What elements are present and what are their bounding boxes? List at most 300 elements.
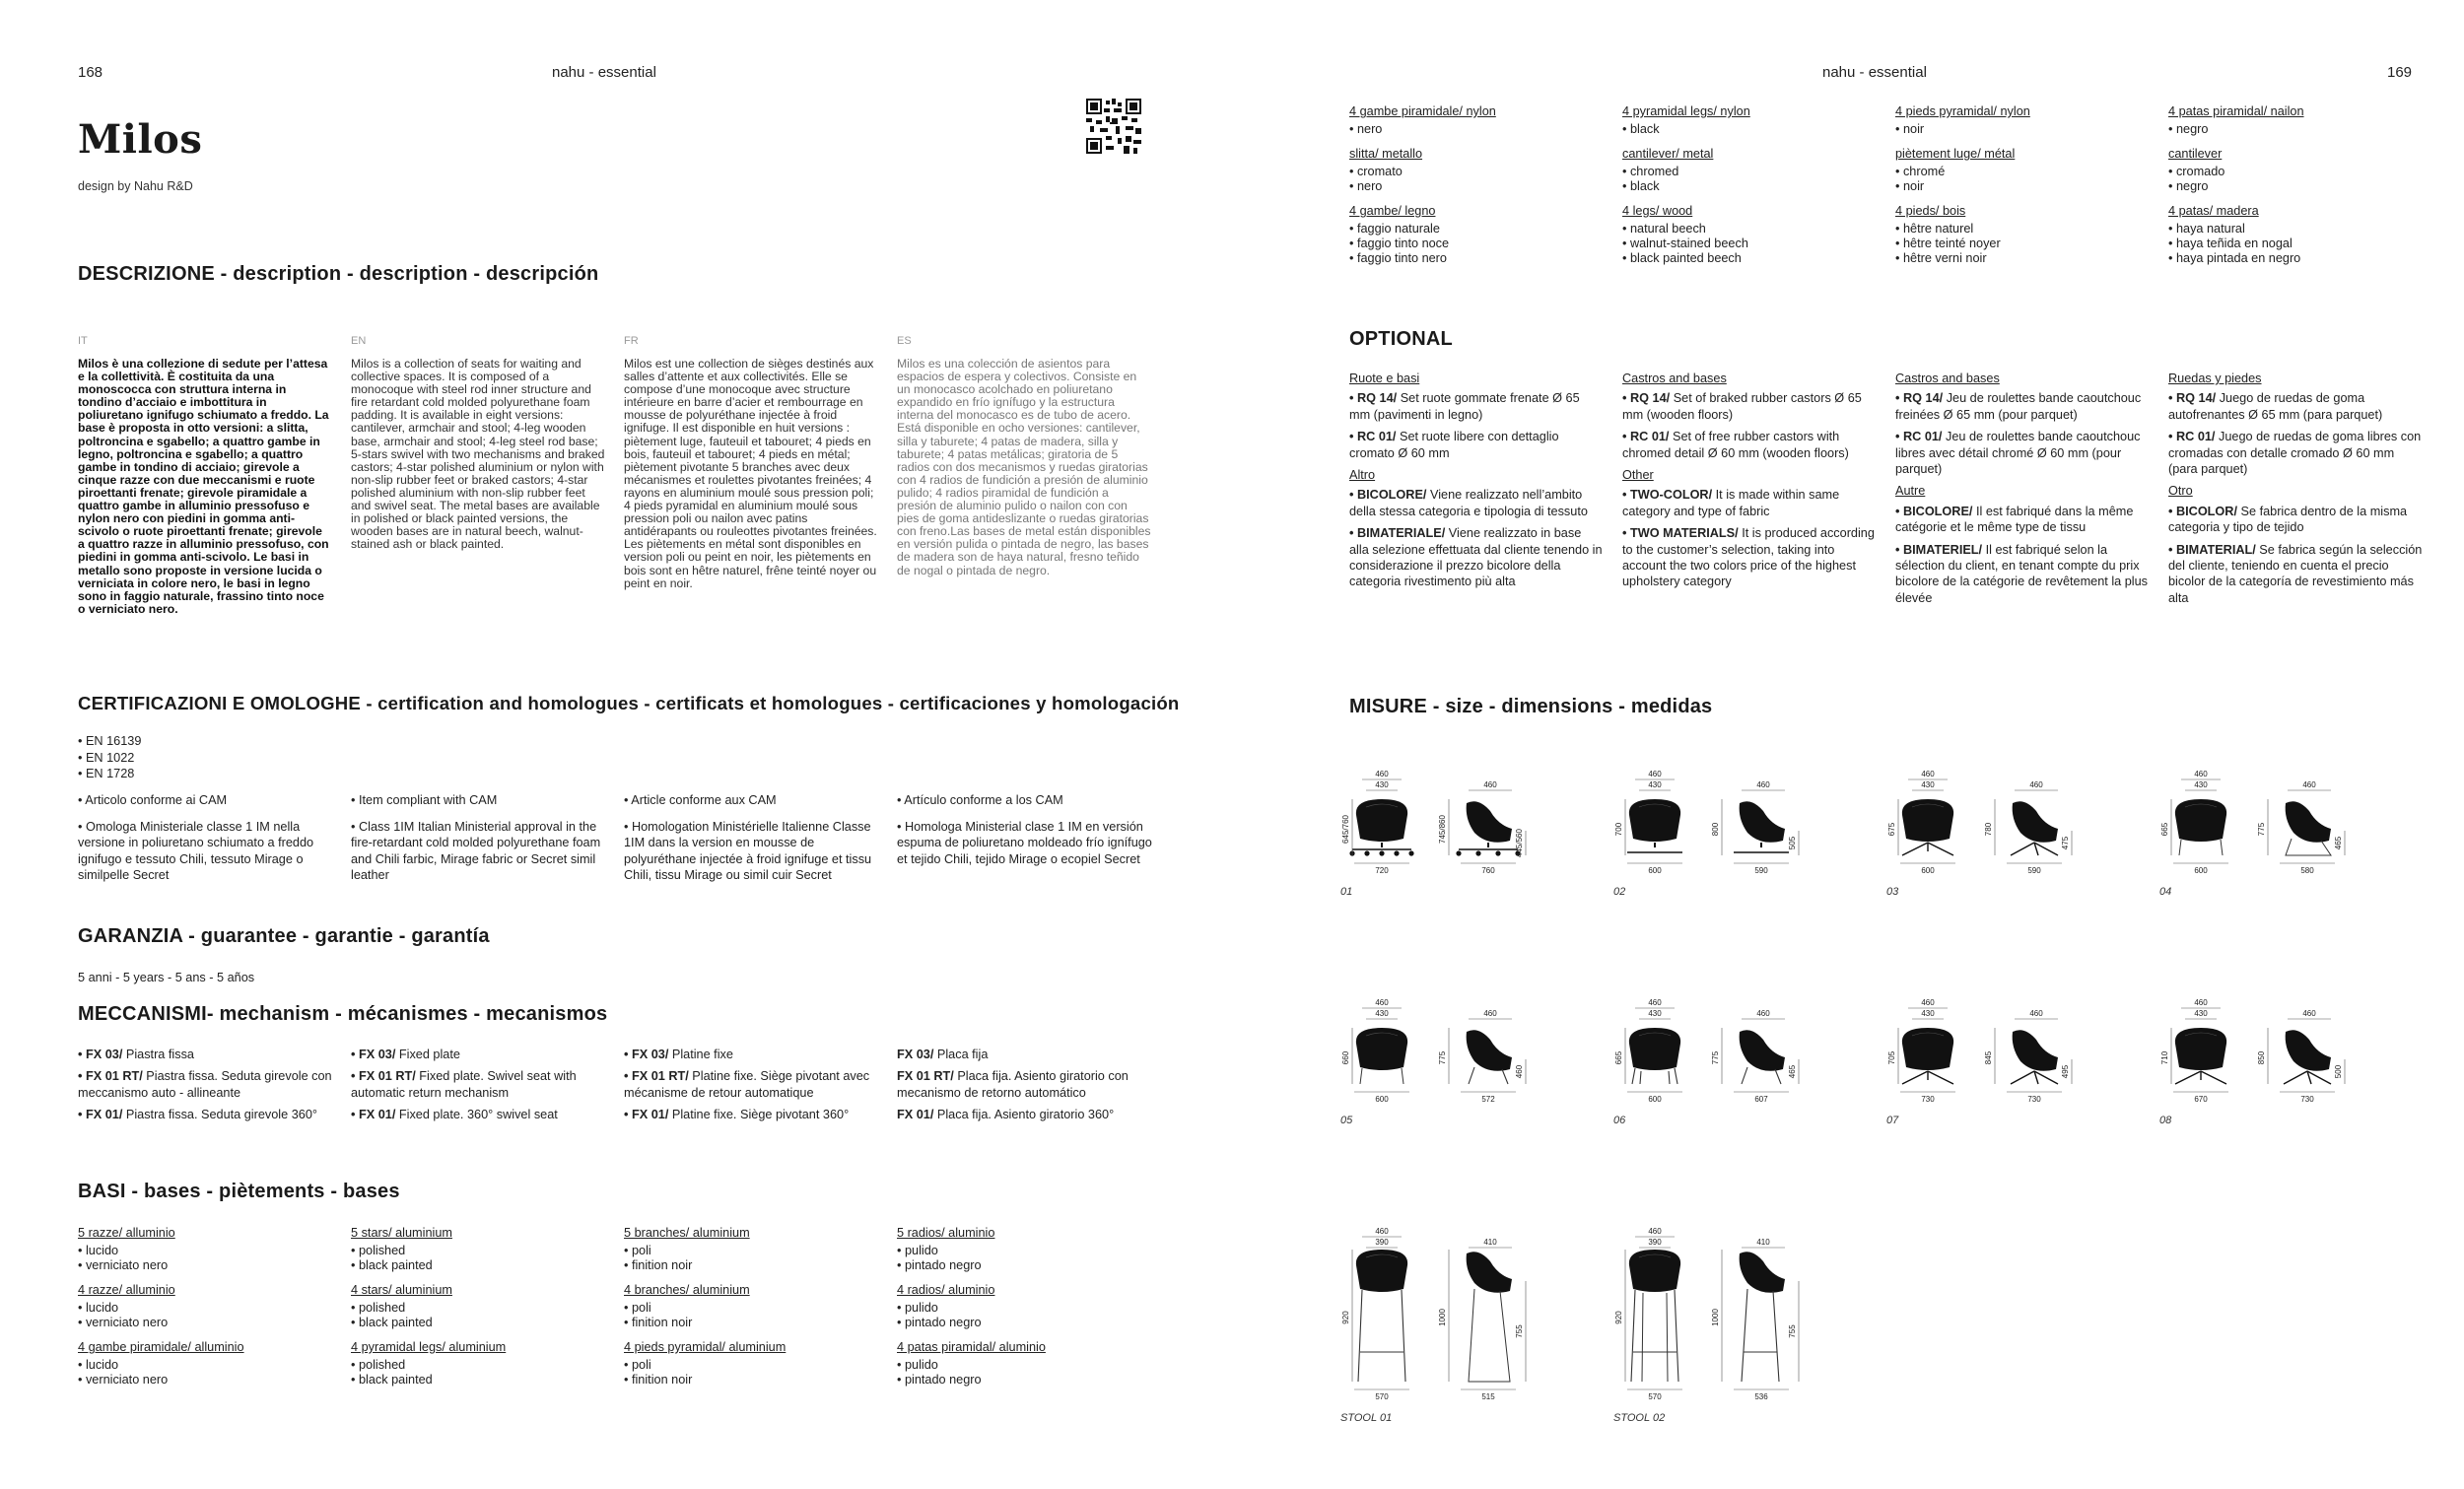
base-group-title: 4 patas piramidal/ aluminio xyxy=(897,1340,1046,1354)
mechanism-code: • FX 01/ xyxy=(351,1108,396,1122)
dim-base-width: 720 xyxy=(1375,866,1389,875)
dim-base-width: 600 xyxy=(1648,866,1662,875)
model-label: 01 xyxy=(1340,886,1353,898)
model-drawing xyxy=(2159,998,2345,1126)
cert-item: • EN 1728 xyxy=(78,767,135,780)
model-label: 07 xyxy=(1886,1115,1899,1126)
dim-depth: 460 xyxy=(2302,1009,2316,1018)
optional-heading: OPTIONAL xyxy=(1349,328,1453,350)
optional-code: • RC 01/ xyxy=(2168,430,2216,444)
optional-item xyxy=(2168,390,2423,423)
dim-depth: 460 xyxy=(1756,1009,1770,1018)
dim-base-width: 570 xyxy=(1375,1392,1389,1401)
dim-depth: 460 xyxy=(2302,780,2316,789)
optional-item xyxy=(1895,429,2150,477)
cam-es: • Artículo conforme a los CAM xyxy=(897,793,1063,807)
base-group-title: 5 branches/ aluminium xyxy=(624,1226,750,1240)
mechanism-code: • FX 03/ xyxy=(624,1048,669,1061)
dim-width-outer: 460 xyxy=(1648,770,1662,778)
optional-code: • BIMATERIAL/ xyxy=(2168,542,2256,557)
optional-code: • RC 01/ xyxy=(1895,430,1943,444)
mechanism-text: Placa fija. Asiento giratorio 360° xyxy=(933,1108,1115,1122)
optional-item xyxy=(1895,504,2150,536)
dim-base-depth: 580 xyxy=(2300,866,2314,875)
optional-text: Set of free rubber castors with chromed detail Ø 60 mm (wooden floors) xyxy=(1622,430,1849,460)
base-group xyxy=(2168,204,2430,266)
dim-base-depth: 730 xyxy=(2027,1095,2041,1104)
dim-height-back: 800 xyxy=(1711,822,1720,837)
dim-width-outer: 460 xyxy=(1921,770,1935,778)
dim-width-inner: 430 xyxy=(1921,1009,1935,1018)
optional-text: Set of braked rubber castors Ø 65 mm (wooden floors) xyxy=(1622,391,1862,422)
dim-height-back: 780 xyxy=(1984,822,1993,837)
optional-text: Il est fabriqué dans la même catégorie et le même type de tissu xyxy=(1895,504,2134,535)
model-drawing xyxy=(1886,998,2072,1126)
base-group xyxy=(1895,104,2156,137)
base-finish: • pulido xyxy=(897,1358,938,1372)
mechanism-item xyxy=(351,1047,609,1062)
optional-group-title: Otro xyxy=(2168,484,2193,499)
qr-code xyxy=(1086,99,1141,159)
base-group-title: 4 gambe/ legno xyxy=(1349,204,1436,218)
dim-height: 660 xyxy=(1341,1050,1350,1065)
dim-width-outer: 460 xyxy=(1375,770,1389,778)
base-finish: • lucido xyxy=(78,1358,119,1372)
dim-seat-height: 755 xyxy=(1788,1324,1797,1338)
dim-width-outer: 460 xyxy=(2194,998,2208,1007)
mechanism-column xyxy=(624,1047,882,1129)
optional-item xyxy=(1895,390,2150,423)
lang-label-fr: FR xyxy=(624,335,639,347)
lang-label-it: IT xyxy=(78,335,88,347)
bases-column xyxy=(1622,104,1883,276)
mechanism-heading: MECCANISMI- mechanism - mécanismes - mecanismos xyxy=(78,1003,608,1025)
base-finish: • finition noir xyxy=(624,1373,693,1387)
optional-code: • BICOLORE/ xyxy=(1895,504,1973,518)
base-finish: • black painted xyxy=(351,1316,433,1329)
optional-group-title: Altro xyxy=(1349,468,1376,483)
model-drawing xyxy=(1886,770,2072,898)
base-group-title: 4 legs/ wood xyxy=(1622,204,1693,218)
base-finish: • finition noir xyxy=(624,1258,693,1272)
description-fr: Milos est une collection de sièges destinés aux salles d’attente et aux collectivités. Elle se compose d’une monocoque avec structure intérieure en barre d’acier et rembourrage en mousse de polyuréthane injectée à froid ignifuge. Il est disponible en huit versions : piètement luge, fauteuil et tabouret; 4 pieds en bois, fauteuil et tabouret; 4 pieds en métal; piètement pivotante 5 branches avec deux mécanismes et roulettes pivotantes freinées; 4 rayons en aluminium moulé sous pression poli; 4 pieds pyramidal en aluminium moulé sous pression poli ou nailon avec patins antidérapants ou rouleottes pivotantes freinées. Les piètements en métal sont disponibles en version poli ou peint en noir, les piètements en bois sont en hêtre naturel, frêne teinté noyer ou peint en noir. xyxy=(624,357,877,590)
dim-base-width: 570 xyxy=(1648,1392,1662,1401)
base-finish: • pulido xyxy=(897,1244,938,1257)
base-finish: • lucido xyxy=(78,1244,119,1257)
optional-item xyxy=(1349,390,1604,423)
guarantee-heading: GARANZIA - guarantee - garantie - garantía xyxy=(78,925,490,947)
dim-height-back: 850 xyxy=(2257,1050,2266,1065)
dim-base-depth: 760 xyxy=(1481,866,1495,875)
base-finish: • noir xyxy=(1895,179,1925,193)
base-finish: • pintado negro xyxy=(897,1258,982,1272)
optional-item xyxy=(1349,525,1604,590)
mechanism-text: Piastra fissa xyxy=(122,1048,194,1061)
optional-item xyxy=(1622,525,1877,590)
dim-width-outer: 460 xyxy=(1648,1227,1662,1236)
dim-width-inner: 430 xyxy=(1648,780,1662,789)
base-group xyxy=(351,1226,612,1273)
bases-heading: BASI - bases - piètements - bases xyxy=(78,1181,400,1202)
designer-credit: design by Nahu R&D xyxy=(78,179,193,193)
model-label: 08 xyxy=(2159,1115,2172,1126)
dim-height-back: 775 xyxy=(1438,1050,1447,1065)
dim-width-inner: 430 xyxy=(1375,780,1389,789)
model-label: STOOL 01 xyxy=(1340,1412,1393,1424)
dim-base-depth: 515 xyxy=(1481,1392,1495,1401)
model-label: 05 xyxy=(1340,1115,1353,1126)
optional-item xyxy=(1349,429,1604,461)
dim-height-back: 775 xyxy=(1711,1050,1720,1065)
base-finish: • black xyxy=(1622,122,1660,136)
mechanism-code: FX 01 RT/ xyxy=(897,1069,954,1084)
base-group xyxy=(1895,147,2156,194)
optional-text: Viene realizzato in base alla selezione effettuata dal cliente tenendo in considerazione il prezzo bicolore della categoria rivestimento più alta xyxy=(1349,526,1603,589)
dim-width-outer: 460 xyxy=(2194,770,2208,778)
base-finish: • verniciato nero xyxy=(78,1373,169,1387)
base-group-title: 4 gambe piramidale/ nylon xyxy=(1349,104,1496,118)
optional-text: Viene realizzato nell’ambito della stessa categoria e tipologia di tessuto xyxy=(1349,488,1588,518)
dim-height-back: 1000 xyxy=(1438,1309,1447,1326)
dim-base-width: 730 xyxy=(1921,1095,1935,1104)
base-group xyxy=(2168,104,2430,137)
base-group-title: slitta/ metallo xyxy=(1349,147,1423,161)
optional-text: Il est fabriqué selon la sélection du client, en tenant compte du prix bicolore de la catégorie de revêtement la plus élevée xyxy=(1895,542,2149,605)
dim-seat-height: 495 xyxy=(2061,1064,2070,1079)
model-label: 04 xyxy=(2159,886,2172,898)
mechanism-code: • FX 01 RT/ xyxy=(351,1069,416,1084)
mechanism-item xyxy=(624,1068,882,1101)
dim-base-depth: 730 xyxy=(2300,1095,2314,1104)
dim-width-inner: 430 xyxy=(2194,1009,2208,1018)
model-drawing xyxy=(1340,770,1526,898)
base-group xyxy=(1349,104,1610,137)
optional-code: • BIMATERIALE/ xyxy=(1349,526,1446,541)
mechanism-code: • FX 03/ xyxy=(351,1048,396,1061)
cert-item: • EN 1022 xyxy=(78,750,135,765)
dim-width-outer: 460 xyxy=(1648,998,1662,1007)
optional-code: • BICOLORE/ xyxy=(1349,488,1427,503)
dim-depth: 410 xyxy=(1756,1238,1770,1247)
optional-code: • TWO-COLOR/ xyxy=(1622,488,1713,503)
mechanism-item xyxy=(78,1047,336,1062)
mechanism-text: Fixed plate xyxy=(395,1048,460,1061)
lang-label-es: ES xyxy=(897,335,912,347)
page-header-right: nahu - essential xyxy=(1822,64,1927,81)
base-finish: • pintado negro xyxy=(897,1316,982,1329)
optional-item xyxy=(1622,390,1877,423)
base-finish: • cromato xyxy=(1349,165,1403,178)
base-group xyxy=(897,1283,1158,1330)
dim-base-depth: 607 xyxy=(1754,1095,1768,1104)
model-drawing xyxy=(1613,998,1799,1126)
cert-item: • EN 16139 xyxy=(78,734,142,748)
optional-code: • RC 01/ xyxy=(1349,430,1397,444)
base-finish: • poli xyxy=(624,1358,651,1372)
size-heading: MISURE - size - dimensions - medidas xyxy=(1349,696,1713,717)
base-group xyxy=(78,1340,339,1387)
dim-height: 700 xyxy=(1614,822,1623,837)
model-label: 02 xyxy=(1613,886,1626,898)
dim-height: 675 xyxy=(1887,822,1896,837)
dim-seat-height: 445/560 xyxy=(1515,829,1524,857)
base-group xyxy=(1349,204,1610,266)
mechanism-column xyxy=(897,1047,1155,1129)
optional-code: • RQ 14/ xyxy=(1349,391,1398,406)
mechanism-item xyxy=(78,1068,336,1101)
dim-height: 665 xyxy=(1614,1050,1623,1065)
base-group-title: 4 stars/ aluminium xyxy=(351,1283,452,1297)
dimension-drawings xyxy=(1340,759,2454,1449)
mechanism-item xyxy=(897,1047,1155,1062)
dim-base-width: 600 xyxy=(2194,866,2208,875)
optional-group-title: Ruote e basi xyxy=(1349,372,1420,385)
base-finish: • chromed xyxy=(1622,165,1679,178)
base-group-title: 4 pyramidal legs/ nylon xyxy=(1622,104,1750,118)
mechanism-code: FX 03/ xyxy=(897,1048,934,1061)
base-group-title: 4 pyramidal legs/ aluminium xyxy=(351,1340,507,1354)
base-finish: • cromado xyxy=(2168,165,2225,178)
optional-code: • RQ 14/ xyxy=(1622,391,1671,406)
base-finish: • hêtre naturel xyxy=(1895,222,1974,236)
base-group-title: cantilever xyxy=(2168,147,2223,161)
base-finish: • hêtre verni noir xyxy=(1895,251,1987,265)
base-finish: • polished xyxy=(351,1358,406,1372)
dim-seat-height: 500 xyxy=(2334,1064,2343,1079)
dim-base-depth: 590 xyxy=(2027,866,2041,875)
dim-seat-height: 475 xyxy=(2061,836,2070,850)
optional-code: • BICOLOR/ xyxy=(2168,504,2237,518)
optional-column xyxy=(1349,371,1604,596)
dim-base-width: 670 xyxy=(2194,1095,2208,1104)
mechanism-text: Fixed plate. Swivel seat with automatic return mechanism xyxy=(351,1069,577,1100)
optional-column xyxy=(1895,371,2150,612)
optional-text: Juego de ruedas de goma autofrenantes Ø 65 mm (para parquet) xyxy=(2168,391,2383,422)
model-drawing xyxy=(2159,770,2345,898)
dim-width-outer: 460 xyxy=(1375,998,1389,1007)
dim-depth: 410 xyxy=(1483,1238,1497,1247)
mechanism-item xyxy=(351,1068,609,1101)
base-finish: • nero xyxy=(1349,179,1383,193)
dim-width-inner: 430 xyxy=(2194,780,2208,789)
dim-base-width: 600 xyxy=(1375,1095,1389,1104)
base-group-title: 4 pieds pyramidal/ aluminium xyxy=(624,1340,787,1354)
dim-width-inner: 430 xyxy=(1375,1009,1389,1018)
base-finish: • black xyxy=(1622,179,1660,193)
optional-text: It is produced according to the customer’s selection, taking into account the two colors price of the highest upholstery category xyxy=(1622,526,1875,589)
mechanism-text: Platine fixe. Siège pivotant avec mécanisme de retour automatique xyxy=(624,1069,870,1100)
dim-base-depth: 536 xyxy=(1754,1392,1768,1401)
base-group xyxy=(897,1226,1158,1273)
optional-code: • RQ 14/ xyxy=(1895,391,1944,406)
base-group xyxy=(1622,104,1883,137)
base-group-title: 5 radios/ aluminio xyxy=(897,1226,995,1240)
base-finish: • black painted xyxy=(351,1373,433,1387)
mechanism-code: • FX 03/ xyxy=(78,1048,123,1061)
mechanism-text: Platine fixe xyxy=(668,1048,733,1061)
base-group-title: cantilever/ metal xyxy=(1622,147,1714,161)
dim-depth: 460 xyxy=(2029,1009,2043,1018)
base-group xyxy=(351,1340,612,1387)
base-group xyxy=(624,1340,885,1387)
dim-base-depth: 590 xyxy=(1754,866,1768,875)
optional-item xyxy=(2168,504,2423,536)
base-finish: • pulido xyxy=(897,1301,938,1315)
optional-text: Se fabrica dentro de la misma categoria y tipo de tejido xyxy=(2168,504,2408,535)
mechanism-item xyxy=(897,1068,1155,1101)
base-group xyxy=(1622,204,1883,266)
model-drawing xyxy=(1613,770,1799,898)
model-label: 03 xyxy=(1886,886,1899,898)
mechanism-item xyxy=(897,1107,1155,1122)
dim-seat-height: 460 xyxy=(1515,1064,1524,1079)
base-finish: • natural beech xyxy=(1622,222,1706,236)
cam-en: • Item compliant with CAM xyxy=(351,793,498,807)
base-finish: • poli xyxy=(624,1301,651,1315)
cert-list xyxy=(78,733,141,782)
base-finish: • black painted xyxy=(351,1258,433,1272)
product-title: Milos xyxy=(78,116,203,163)
bases-column xyxy=(1349,104,1610,276)
bases-column xyxy=(2168,104,2430,276)
base-finish: • nero xyxy=(1349,122,1383,136)
base-finish: • lucido xyxy=(78,1301,119,1315)
base-group-title: 4 gambe piramidale/ alluminio xyxy=(78,1340,244,1354)
optional-group-title: Autre xyxy=(1895,484,1926,499)
optional-item xyxy=(2168,429,2423,477)
mechanism-item xyxy=(624,1107,882,1122)
model-drawing xyxy=(1613,1227,1799,1424)
model-label: STOOL 02 xyxy=(1613,1412,1666,1424)
dim-seat-height: 465 xyxy=(1788,1064,1797,1079)
dim-width-inner: 390 xyxy=(1648,1238,1662,1247)
dim-base-depth: 572 xyxy=(1481,1095,1495,1104)
dim-width-inner: 390 xyxy=(1375,1238,1389,1247)
guarantee-text: 5 anni - 5 years - 5 ans - 5 años xyxy=(78,971,255,984)
optional-text: Set ruote libere con dettaglio cromato Ø 60 mm xyxy=(1349,430,1559,460)
optional-text: Juego de ruedas de goma libres con cromadas con detalle cromado Ø 60 mm (para parquet) xyxy=(2168,430,2422,477)
optional-text: It is made within same category and type of fabric xyxy=(1622,488,1840,518)
mechanism-code: FX 01/ xyxy=(897,1108,934,1122)
dim-height: 705 xyxy=(1887,1050,1896,1065)
mechanism-code: • FX 01/ xyxy=(624,1108,669,1122)
optional-column xyxy=(2168,371,2423,612)
base-finish: • walnut-stained beech xyxy=(1622,237,1748,250)
mechanism-text: Placa fija xyxy=(933,1048,989,1061)
dim-depth: 460 xyxy=(1483,780,1497,789)
mechanism-text: Piastra fissa. Seduta girevole con meccanismo auto - allineante xyxy=(78,1069,332,1100)
base-finish: • verniciato nero xyxy=(78,1258,169,1272)
base-group-title: 4 branches/ aluminium xyxy=(624,1283,750,1297)
omologa-it: • Omologa Ministeriale classe 1 IM nella versione in poliuretano schiumato a freddo ignifugo e tessuto Chili, tessuto Mirage o similpelle Secret xyxy=(78,820,314,883)
base-finish: • polished xyxy=(351,1244,406,1257)
base-group-title: 4 patas/ madera xyxy=(2168,204,2259,218)
dim-depth: 460 xyxy=(2029,780,2043,789)
base-finish: • faggio naturale xyxy=(1349,222,1440,236)
bases-column xyxy=(897,1226,1158,1397)
mechanism-text: Piastra fissa. Seduta girevole 360° xyxy=(122,1108,317,1122)
mechanism-code: • FX 01/ xyxy=(78,1108,123,1122)
mechanism-item xyxy=(624,1047,882,1062)
dim-width-inner: 430 xyxy=(1648,1009,1662,1018)
dim-height: 645/760 xyxy=(1341,815,1350,844)
omologa-es: • Homologa Ministerial clase 1 IM en versión espuma de poliuretano moldeado frío ignífugo et tejido Chili, tejido Mirage o ecopiel Secret xyxy=(897,820,1152,866)
base-finish: • faggio tinto noce xyxy=(1349,237,1450,250)
base-group-title: 4 razze/ alluminio xyxy=(78,1283,175,1297)
omologa-en: • Class 1IM Italian Ministerial approval in the fire-retardant cold molded polyurethane foam and Chili farbic, Mirage fabric or Secret simil leather xyxy=(351,820,601,883)
dim-depth: 460 xyxy=(1483,1009,1497,1018)
omologa-fr: • Homologation Ministérielle Italienne Classe 1IM dans la version en mousse de polyuréthane injectée à froid ignifuge et tissu Chili, tissu Mirage ou simil cuir Secret xyxy=(624,820,872,883)
cam-it: • Articolo conforme ai CAM xyxy=(78,793,228,807)
base-group xyxy=(1622,147,1883,194)
optional-code: • BIMATERIEL/ xyxy=(1895,542,1983,557)
base-group xyxy=(78,1283,339,1330)
optional-code: • RC 01/ xyxy=(1622,430,1670,444)
base-finish: • black painted beech xyxy=(1622,251,1742,265)
dim-seat-height: 465 xyxy=(2334,836,2343,850)
base-group-title: 4 radios/ aluminio xyxy=(897,1283,995,1297)
dim-height-back: 845 xyxy=(1984,1050,1993,1065)
base-group-title: 5 razze/ alluminio xyxy=(78,1226,175,1240)
mechanism-text: Fixed plate. 360° swivel seat xyxy=(395,1108,558,1122)
optional-group-title: Castros and bases xyxy=(1895,372,2000,385)
base-finish: • haya teñida en nogal xyxy=(2168,237,2293,250)
base-finish: • faggio tinto nero xyxy=(1349,251,1447,265)
dim-base-width: 600 xyxy=(1921,866,1935,875)
base-group xyxy=(624,1226,885,1273)
base-finish: • noir xyxy=(1895,122,1925,136)
base-finish: • hêtre teinté noyer xyxy=(1895,237,2001,250)
optional-code: • RQ 14/ xyxy=(2168,391,2217,406)
optional-group-title: Castros and bases xyxy=(1622,372,1727,385)
base-group xyxy=(351,1283,612,1330)
mechanism-column xyxy=(351,1047,609,1129)
base-group-title: 4 patas piramidal/ nailon xyxy=(2168,104,2304,118)
mechanism-code: • FX 01 RT/ xyxy=(624,1069,689,1084)
description-es: Milos es una colección de asientos para espacios de espera y colectivos. Consiste en un monocasco acolchado en poliuretano expandido en frío ignífugo y la estructura interna del monocasco es de tubo de acero. Está disponible en ocho versiones: cantilever, silla y taburete; 4 patas de madera, silla y taburete; 4 patas metálicas; giratoria de 5 radios con dos mecanismos y ruedas giratorias con 4 radios de fundición a presión de aluminio pulido; 4 radios piramidal de fundición a presión de aluminio pulido o nailon con con pies de goma antideslizante o ruedas giratorias con freno.Las bases de metal están disponibles en versión pulida o pintada de negro, las bases de madera son de haya natural, fresno teñido de nogal o pintada de negro. xyxy=(897,357,1151,577)
optional-item xyxy=(1622,429,1877,461)
model-drawing xyxy=(1340,998,1526,1126)
bases-column xyxy=(78,1226,339,1397)
description-it: Milos è una collezione di sedute per l’attesa e la collettività. È costituita da una monoscocca con struttura interna in tondino d’acciaio e imbottitura in poliuretano ignifugo schiumato a freddo. La base è proposta in otto versioni: a slitta, poltroncina e sgabello; a quattro gambe in legno, poltroncina e sgabello; a quattro gambe in tondino di acciaio; girevole a cinque razze con due meccanismi e ruote piroettanti frenate; girevole piramidale a quattro gambe in alluminio pressofuso e nylon nero con piedini in gomma anti-scivolo o ruote piroettanti frenate; girevole a quattro razze in alluminio pressofuso, con piedini in gomma anti-scivolo. Le basi in metallo sono proposte in versione lucida o verniciata in colore nero, le basi in legno sono in faggio naturale, frassino tinto noce o verniciato nero. xyxy=(78,357,329,616)
optional-text: Jeu de roulettes bande caoutchouc libres avec détail chromé Ø 60 mm (pour parquet) xyxy=(1895,430,2141,477)
base-group-title: 4 pieds pyramidal/ nylon xyxy=(1895,104,2030,118)
base-finish: • haya pintada en negro xyxy=(2168,251,2301,265)
base-group xyxy=(897,1340,1158,1387)
dim-base-width: 600 xyxy=(1648,1095,1662,1104)
dim-height-back: 775 xyxy=(2257,822,2266,837)
mechanism-code: • FX 01 RT/ xyxy=(78,1069,143,1084)
dim-seat-height: 755 xyxy=(1515,1324,1524,1338)
mechanism-column xyxy=(78,1047,336,1129)
dim-seat-height: 505 xyxy=(1788,836,1797,850)
bases-column xyxy=(351,1226,612,1397)
base-finish: • verniciato nero xyxy=(78,1316,169,1329)
dim-height-back: 745/860 xyxy=(1438,815,1447,844)
base-finish: • negro xyxy=(2168,179,2209,193)
cam-fr: • Article conforme aux CAM xyxy=(624,793,777,807)
optional-group-title: Other xyxy=(1622,468,1654,483)
mechanism-text: Placa fija. Asiento giratorio con mecanismo de retorno automático xyxy=(897,1069,1129,1100)
dim-height-back: 1000 xyxy=(1711,1309,1720,1326)
dim-height: 710 xyxy=(2160,1050,2169,1065)
bases-column xyxy=(1895,104,2156,276)
dim-width-outer: 460 xyxy=(1921,998,1935,1007)
base-group xyxy=(1895,204,2156,266)
description-heading: DESCRIZIONE - description - description - descripción xyxy=(78,263,599,285)
dim-height: 920 xyxy=(1341,1311,1350,1324)
optional-group-title: Ruedas y piedes xyxy=(2168,372,2262,385)
